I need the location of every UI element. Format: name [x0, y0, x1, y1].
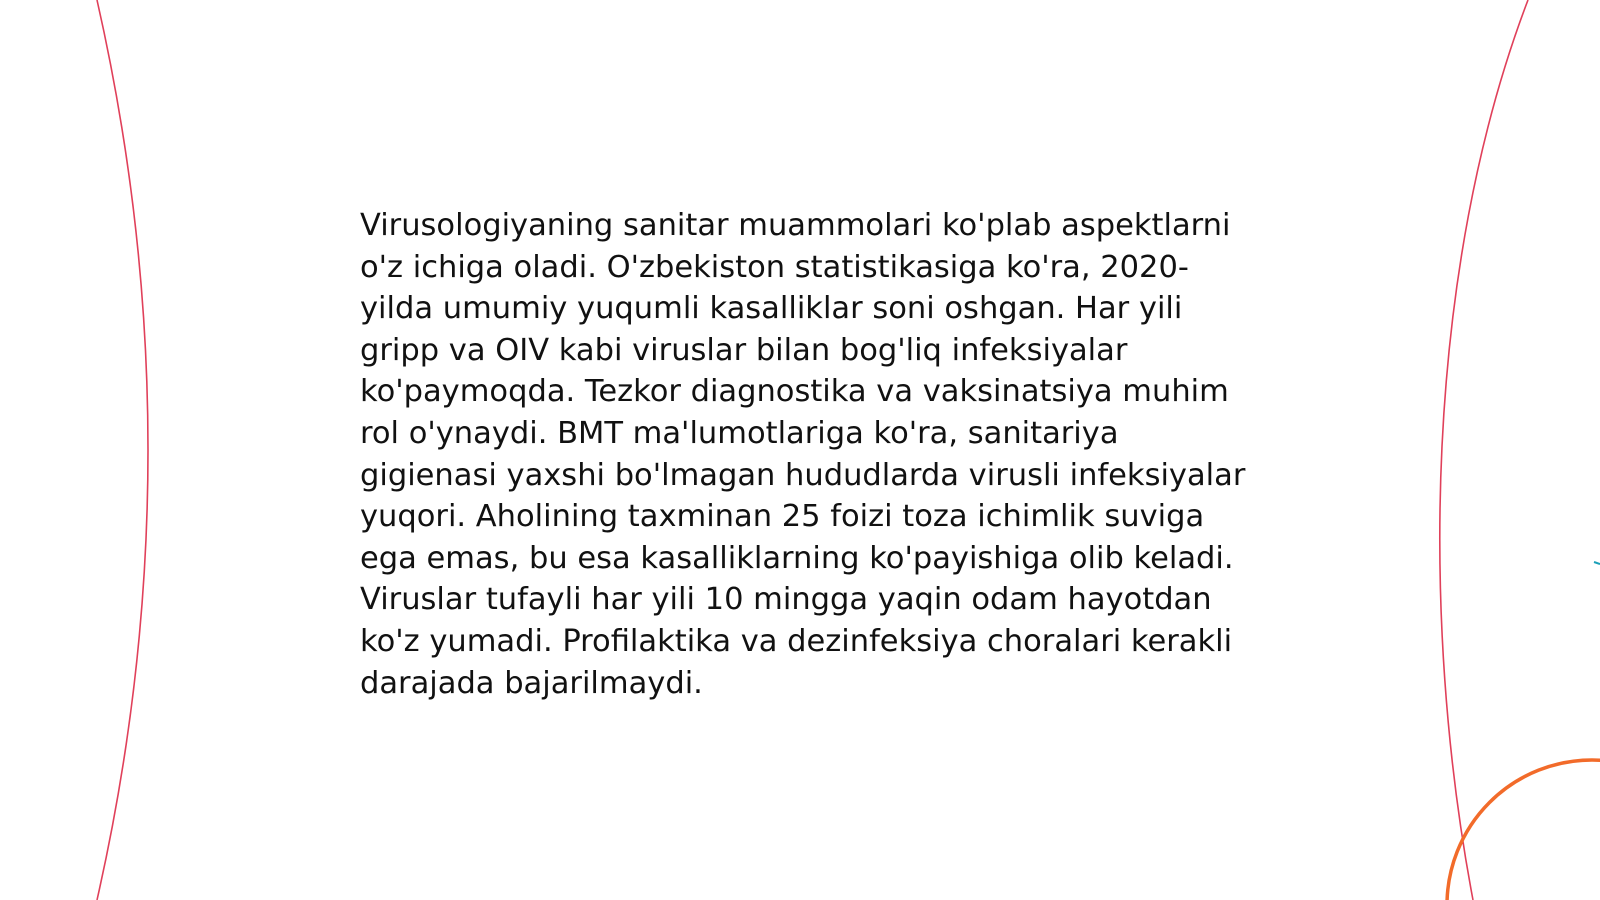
- teal-tick-mark: [1594, 562, 1600, 564]
- right-arc-line: [1440, 0, 1528, 900]
- left-arc-line: [97, 0, 148, 900]
- body-paragraph: Virusologiyaning sanitar muammolari ko'plab aspektlarni o'z ichiga oladi. O'zbekiston statistikasiga ko'ra, 2020-yilda umumiy yuqumli kasalliklar soni oshgan. Har yili gripp va OIV kabi viruslar bilan bog'liq infeksiyalar ko'paymoqda. Tezkor diagnostika va vaksinatsiya muhim rol o'ynaydi. BMT ma'lumotlariga ko'ra, sanitariya gigienasi yaxshi bo'lmagan hududlarda virusli infeksiyalar yuqori. Aholining taxminan 25 foizi toza ichimlik suviga ega emas, bu esa kasalliklarning ko'payishiga olib keladi. Viruslar tufayli har yili 10 mingga yaqin odam hayotdan ko'z yumadi. Profilaktika va dezinfeksiya choralari kerakli darajada bajarilmaydi.: [360, 208, 1246, 701]
